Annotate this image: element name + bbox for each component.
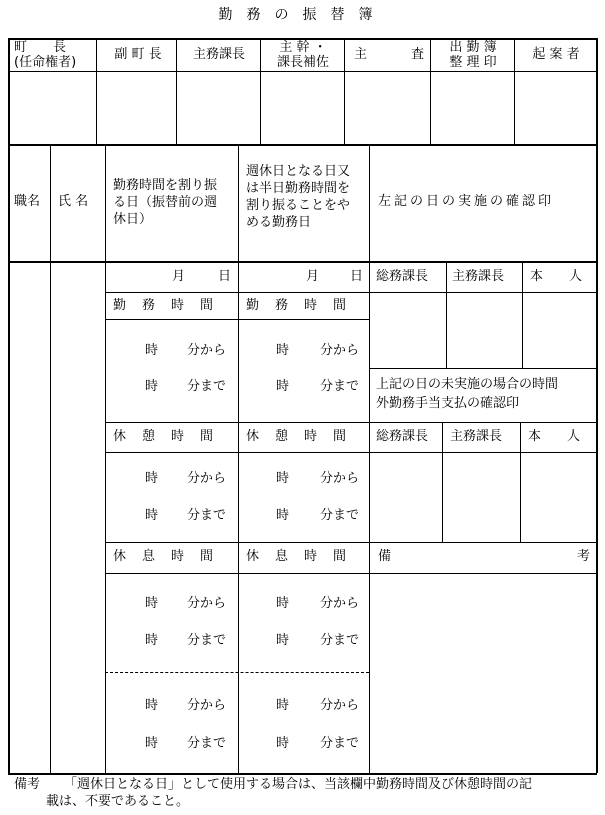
- cho-label: [14, 40, 92, 56]
- fukucho-label: 副 町 長: [114, 47, 162, 62]
- mijisshi-line-2: 外勤務手当支払の確認印: [376, 396, 520, 411]
- page-title: 勤務の振替簿: [218, 7, 387, 23]
- ji-4a: 時: [145, 508, 159, 523]
- kiansha-label: 起 案 者: [532, 47, 580, 62]
- ji-1b: 時: [276, 343, 290, 358]
- kyukei-jikan-a: 休憩時間: [113, 429, 230, 444]
- shumu-kacho-label: 主務課長: [192, 47, 245, 62]
- ji-8b: 時: [276, 736, 290, 751]
- ji-5a: 時: [145, 596, 159, 611]
- fun-kara-5b: 分から: [320, 596, 360, 611]
- fun-made-8b: 分まで: [320, 736, 360, 751]
- col-c-label: 左記の日の実施の確認印: [378, 194, 555, 209]
- ji-8a: 時: [145, 736, 159, 751]
- ji-5b: 時: [276, 596, 290, 611]
- honnin-label-1: 本 人: [530, 269, 583, 284]
- footnote-label: 備考: [14, 777, 41, 792]
- shukan-label-2: 課長補佐: [276, 55, 329, 70]
- kinmu-jikan-a: 勤務時間: [113, 298, 230, 313]
- shukan-label-1: 主 幹 ・: [279, 40, 327, 55]
- footnote-line-2: 載は、不要であること。: [46, 794, 190, 809]
- somu-kacho-label-2: 総務課長: [376, 429, 429, 444]
- shusa-label: [354, 47, 424, 63]
- kyusoku-jikan-a: 休息時間: [113, 549, 230, 564]
- shumu-kacho-label-2: 主務課長: [450, 429, 503, 444]
- fun-kara-7a: 分から: [187, 698, 227, 713]
- shimei-label: 氏 名: [58, 194, 89, 209]
- ji-2a: 時: [145, 379, 159, 394]
- fun-made-8a: 分まで: [187, 736, 227, 751]
- shukkin-label-1: 出 勤 簿: [449, 40, 497, 55]
- col-a-line-2: る日（振替前の週: [113, 195, 218, 210]
- day-a: 日: [218, 269, 232, 284]
- shusa-label-1: 主: [354, 47, 368, 62]
- shusa-label-2: 査: [410, 47, 424, 62]
- ji-7b: 時: [276, 698, 290, 713]
- footnote-line-1: 「週休日となる日」として使用する場合は、当該欄中勤務時間及び休憩時間の記: [64, 777, 533, 792]
- honnin-label-2: 本 人: [528, 429, 581, 444]
- shokumei-label: 職名: [14, 194, 41, 209]
- ji-3a: 時: [145, 471, 159, 486]
- biko-label: [378, 549, 590, 565]
- fun-kara-7b: 分から: [320, 698, 360, 713]
- col-a-line-1: 勤務時間を割り振: [113, 178, 218, 193]
- fun-kara-3a: 分から: [187, 471, 227, 486]
- ji-1a: 時: [145, 343, 159, 358]
- kinmu-jikan-b: 勤務時間: [246, 298, 363, 313]
- mijisshi-label: [376, 375, 558, 413]
- somu-kacho-label-1: 総務課長: [376, 269, 429, 284]
- cho-label-1: 町 長: [14, 40, 67, 55]
- col-a-label: [113, 177, 217, 228]
- fun-made-2a: 分まで: [187, 379, 227, 394]
- shukkin-label-2: 整 理 印: [449, 55, 497, 70]
- fun-made-2b: 分まで: [320, 379, 360, 394]
- mijisshi-line-1: 上記の日の未実施の場合の時間: [376, 377, 559, 392]
- shumu-kacho-label-1: 主務課長: [452, 269, 505, 284]
- fun-kara-1a: 分から: [187, 343, 227, 358]
- fun-kara-3b: 分から: [320, 471, 360, 486]
- month-a: 月: [172, 269, 186, 284]
- ji-3b: 時: [276, 471, 290, 486]
- kyusoku-jikan-b: 休息時間: [246, 549, 363, 564]
- fun-kara-5a: 分から: [187, 596, 227, 611]
- ji-4b: 時: [276, 508, 290, 523]
- col-b-line-2: は半日勤務時間を: [246, 181, 351, 196]
- month-b: 月: [306, 269, 320, 284]
- biko-label-2: 考: [576, 549, 590, 564]
- fun-kara-1b: 分から: [320, 343, 360, 358]
- ji-2b: 時: [276, 379, 290, 394]
- col-b-label: [246, 163, 350, 231]
- ji-7a: 時: [145, 698, 159, 713]
- cho-label-2: (任命権者): [14, 55, 77, 70]
- col-b-line-3: 割り振ることをや: [246, 198, 351, 213]
- day-b: 日: [350, 269, 364, 284]
- fun-made-4b: 分まで: [320, 508, 360, 523]
- ji-6b: 時: [276, 633, 290, 648]
- biko-label-1: 備: [378, 549, 392, 564]
- col-b-line-1: 週休日となる日又: [246, 164, 351, 179]
- fun-made-6b: 分まで: [320, 633, 360, 648]
- col-b-line-4: める勤務日: [246, 215, 312, 230]
- col-a-line-3: 休日）: [113, 212, 153, 227]
- fun-made-4a: 分まで: [187, 508, 227, 523]
- kyukei-jikan-b: 休憩時間: [246, 429, 363, 444]
- ji-6a: 時: [145, 633, 159, 648]
- fun-made-6a: 分まで: [187, 633, 227, 648]
